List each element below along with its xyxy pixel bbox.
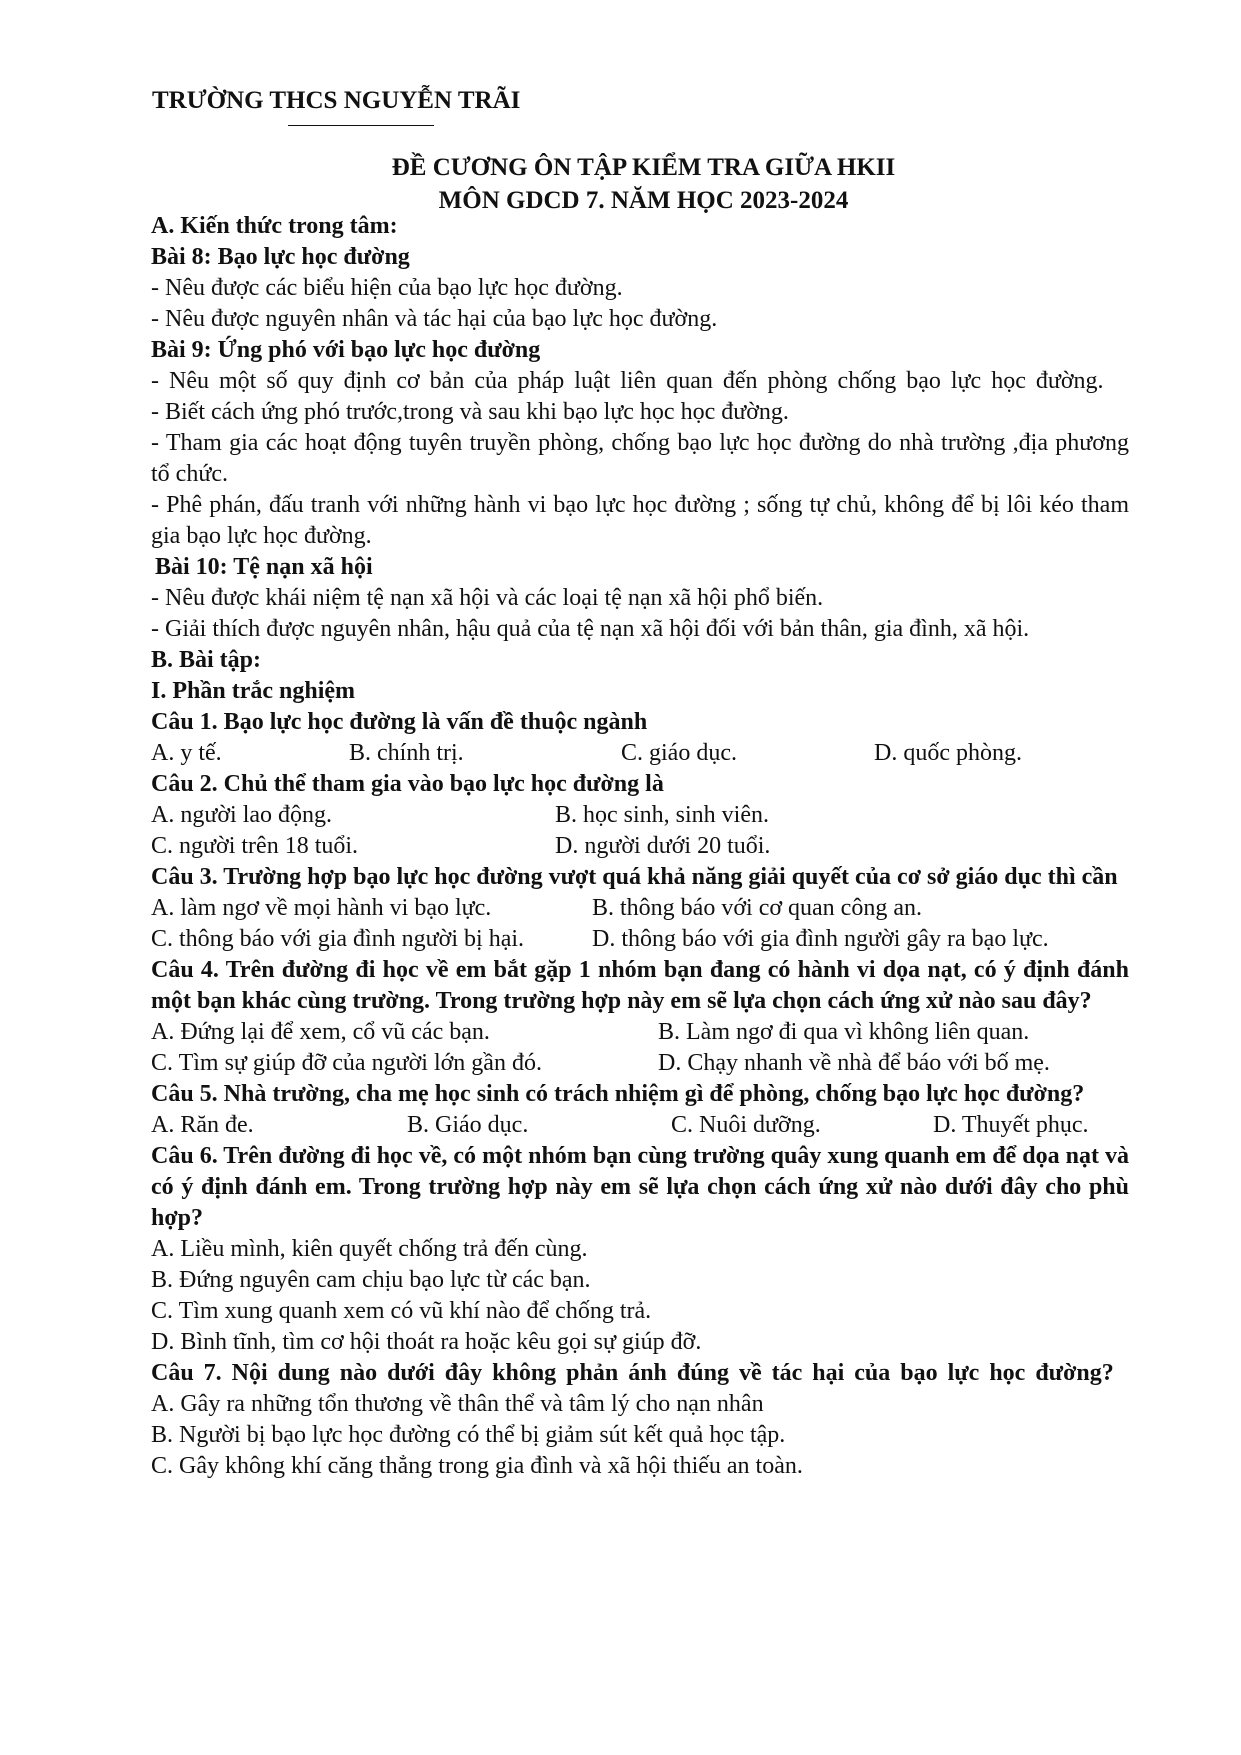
section-b-heading: B. Bài tập:	[151, 647, 262, 673]
question-3-options-row1	[151, 893, 1129, 924]
option: D. Chạy nhanh về nhà để báo với bố mẹ.	[658, 1050, 1050, 1076]
question-1: Câu 1. Bạo lực học đường là vấn đề thuộc ngành	[151, 709, 648, 735]
question-2: Câu 2. Chủ thể tham gia vào bạo lực học đường là	[151, 771, 664, 797]
option: B. Người bị bạo lực học đường có thể bị giảm sút kết quả học tập.	[151, 1422, 786, 1448]
option: D. Thuyết phục.	[933, 1112, 1089, 1138]
bai9-item: - Biết cách ứng phó trước,trong và sau khi bạo lực học học đường.	[151, 399, 789, 425]
bai9-item: - Tham gia các hoạt động tuyên truyền phòng, chống bạo lực học đường do nhà trường ,địa phương tổ chức.	[151, 430, 1129, 487]
question-2-options-row1	[151, 800, 1129, 831]
question-7: Câu 7. Nội dung nào dưới đây không phản ánh đúng về tác hại của bạo lực học đường?	[151, 1360, 1114, 1386]
question-2-options-row2	[151, 831, 1129, 862]
option: D. thông báo với gia đình người gây ra bạo lực.	[592, 926, 1049, 952]
school-name: TRƯỜNG THCS NGUYỄN TRÃI	[152, 87, 521, 114]
option: D. quốc phòng.	[874, 740, 1022, 766]
option: C. Tìm sự giúp đỡ của người lớn gần đó.	[151, 1050, 542, 1076]
bai10-item: - Nêu được khái niệm tệ nạn xã hội và các loại tệ nạn xã hội phổ biến.	[151, 585, 824, 611]
option: B. Giáo dục.	[407, 1112, 529, 1138]
document-title	[0, 151, 1241, 217]
question-3-options-row2	[151, 924, 1129, 955]
bai9-title: Bài 9: Ứng phó với bạo lực học đường	[151, 337, 541, 363]
bai8-item: - Nêu được các biểu hiện của bạo lực học đường.	[151, 275, 623, 301]
question-4-options-row2	[151, 1048, 1129, 1079]
question-5-options	[151, 1110, 1129, 1141]
option: C. giáo dục.	[621, 740, 737, 766]
school-underline	[288, 125, 434, 126]
option: C. thông báo với gia đình người bị hại.	[151, 926, 525, 952]
bai8-title: Bài 8: Bạo lực học đường	[151, 244, 410, 270]
option: D. Bình tĩnh, tìm cơ hội thoát ra hoặc kêu gọi sự giúp đỡ.	[151, 1329, 702, 1355]
question-3: Câu 3. Trường hợp bạo lực học đường vượt quá khả năng giải quyết của cơ sở giáo dục thì cần	[151, 864, 1118, 890]
option: C. Gây không khí căng thẳng trong gia đình và xã hội thiếu an toàn.	[151, 1453, 803, 1479]
question-4: Câu 4. Trên đường đi học về em bắt gặp 1 nhóm bạn đang có hành vi dọa nạt, có ý định đánh một bạn khác cùng trường. Trong trường hợp này em sẽ lựa chọn cách ứng xử nào sau đây?	[151, 957, 1129, 1014]
section-a-heading: A. Kiến thức trong tâm:	[151, 213, 398, 239]
title-line-1: ĐỀ CƯƠNG ÔN TẬP KIỂM TRA GIỮA HKII	[391, 154, 896, 181]
option: A. Liều mình, kiên quyết chống trả đến cùng.	[151, 1236, 588, 1262]
option: B. chính trị.	[349, 740, 464, 766]
option: C. Nuôi dưỡng.	[671, 1112, 821, 1138]
bai9-item: - Nêu một số quy định cơ bản của pháp luật liên quan đến phòng chống bạo lực học đường.	[151, 368, 1104, 394]
option: A. người lao động.	[151, 802, 333, 828]
bai10-title: Bài 10: Tệ nạn xã hội	[155, 554, 373, 580]
option: B. thông báo với cơ quan công an.	[592, 895, 922, 921]
bai9-item: - Phê phán, đấu tranh với những hành vi bạo lực học đường ; sống tự chủ, không để bị lôi kéo tham gia bạo lực học đường.	[151, 492, 1129, 549]
option: A. Gây ra những tổn thương về thân thể và tâm lý cho nạn nhân	[151, 1391, 764, 1417]
option: B. Đứng nguyên cam chịu bạo lực từ các bạn.	[151, 1267, 591, 1293]
bai8-item: - Nêu được nguyên nhân và tác hại của bạo lực học đường.	[151, 306, 718, 332]
question-5: Câu 5. Nhà trường, cha mẹ học sinh có trách nhiệm gì để phòng, chống bạo lực học đường?	[151, 1081, 1085, 1107]
option: A. làm ngơ về mọi hành vi bạo lực.	[151, 895, 492, 921]
option: D. người dưới 20 tuổi.	[555, 833, 771, 859]
document-body	[151, 211, 1129, 1482]
option: C. người trên 18 tuổi.	[151, 833, 359, 859]
option: B. học sinh, sinh viên.	[555, 802, 769, 828]
bai10-item: - Giải thích được nguyên nhân, hậu quả của tệ nạn xã hội đối với bản thân, gia đình, xã hội.	[151, 616, 1030, 642]
title-line-2: MÔN GDCD 7. NĂM HỌC 2023-2024	[438, 187, 849, 214]
option: C. Tìm xung quanh xem có vũ khí nào để chống trả.	[151, 1298, 652, 1324]
option: B. Làm ngơ đi qua vì không liên quan.	[658, 1019, 1030, 1045]
question-1-options	[151, 738, 1129, 769]
option: A. Đứng lại để xem, cổ vũ các bạn.	[151, 1019, 490, 1045]
option: A. y tế.	[151, 740, 222, 766]
option: A. Răn đe.	[151, 1112, 254, 1138]
question-6: Câu 6. Trên đường đi học về, có một nhóm bạn cùng trường quây xung quanh em để dọa nạt và có ý định đánh em. Trong trường hợp này em sẽ lựa chọn cách ứng xử nào dưới đây cho phù hợp?	[151, 1143, 1129, 1231]
question-4-options-row1	[151, 1017, 1129, 1048]
part1-heading: I. Phần trắc nghiệm	[151, 678, 355, 704]
